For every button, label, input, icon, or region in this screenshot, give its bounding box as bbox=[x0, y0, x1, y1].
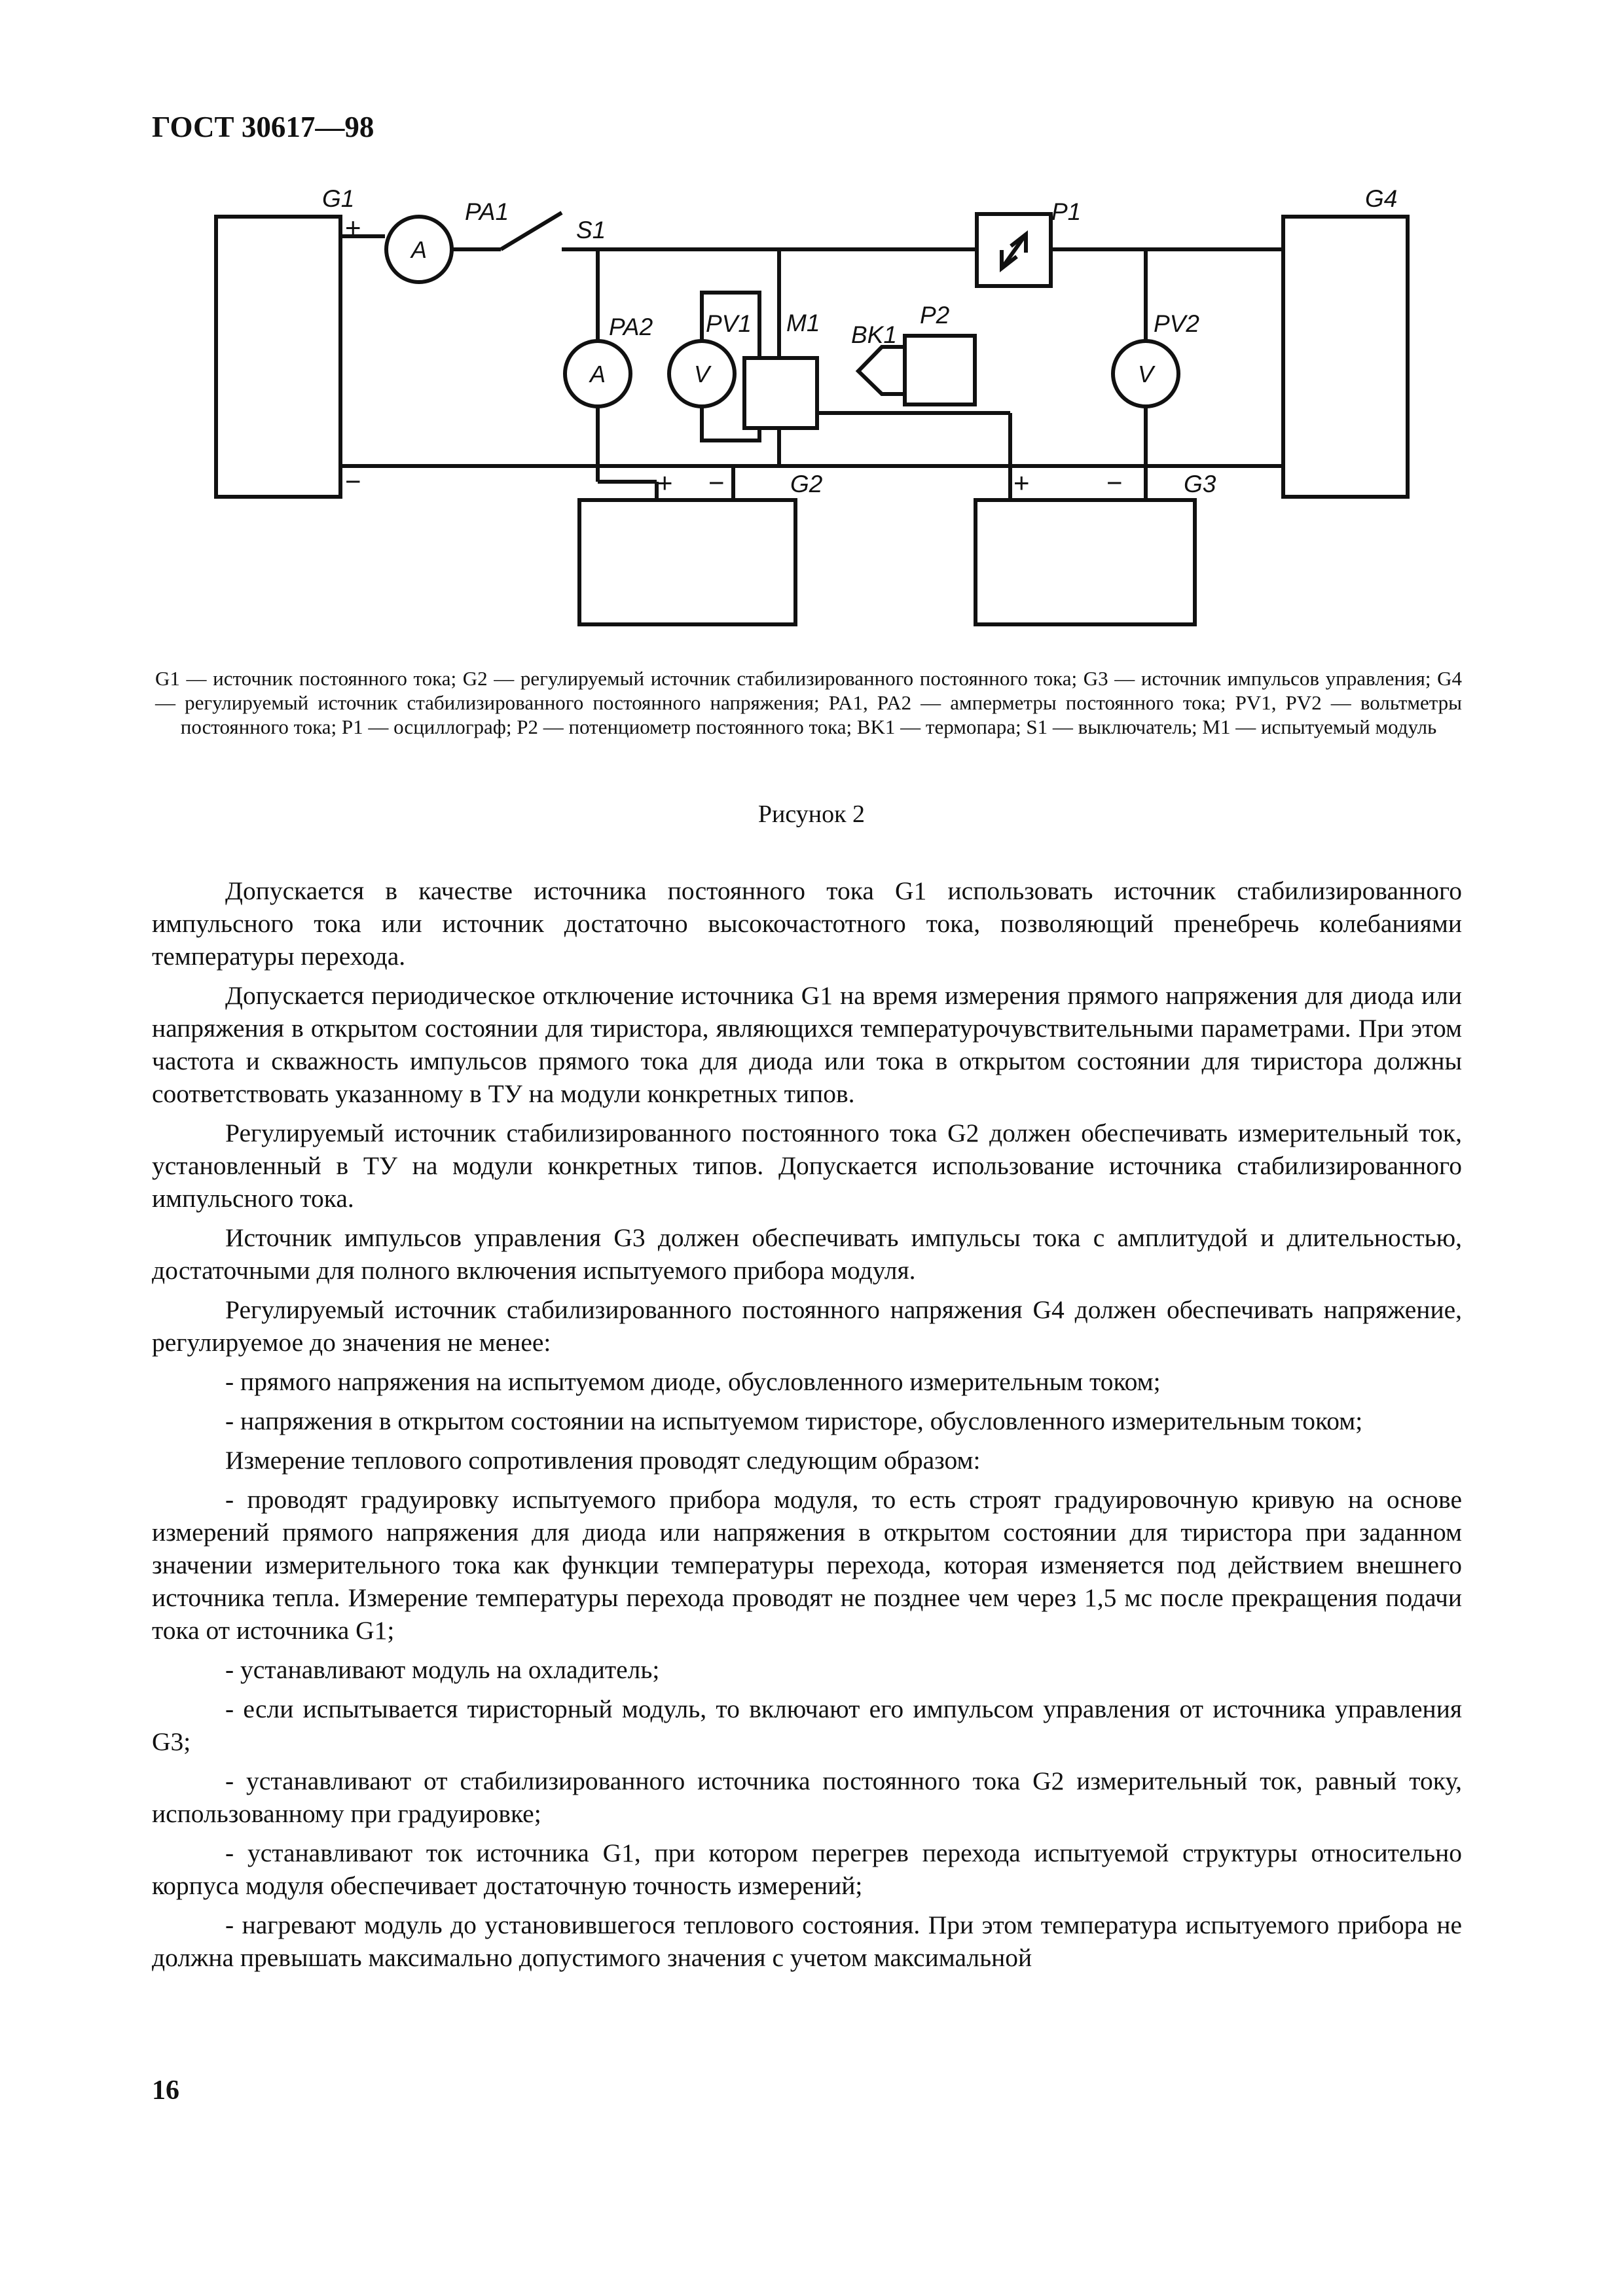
g1-plus-sign: + bbox=[345, 212, 361, 243]
list-item: - прямого напряжения на испытуемом диоде, обусловленного измерительным током; bbox=[225, 1367, 1161, 1396]
label-p2: P2 bbox=[920, 302, 950, 329]
paragraph: Измерение теплового сопротивления проводят следующим образом: bbox=[225, 1446, 981, 1475]
paragraph: Регулируемый источник стабилизированного постоянного напряжения G4 должен обеспечивать напряжение, регулируемое до значения не менее: bbox=[152, 1295, 1462, 1357]
pa2-symbol: A bbox=[589, 361, 606, 387]
list-item: - проводят градуировку испытуемого прибора модуля, то есть строят градуировочную кривую на основе измерений прямого напряжения для диода или напряжения в открытом состоянии для тиристора при заданном значении измерительного тока как функции температуры перехода, которая изменяется под действием внешнего источника тепла. Измерение температуры перехода проводят не позднее чем через 1,5 мс после прекращения подачи тока от источника G1; bbox=[152, 1485, 1462, 1645]
figure-legend: G1 — источник постоянного тока; G2 — регулируемый источник стабилизированного постоянного тока; G3 — источник импульсов управления; G4 — регулируемый источник стабилизированного постоянного напряжения; PA1, PA2 — амперметры постоянного тока; PV1, PV2 — вольтметры постоянного тока; P1 — осциллограф; P2 — потенциометр постоянного тока; BK1 — термопара; S1 — выключатель; M1 — испытуемый модуль bbox=[155, 667, 1462, 738]
label-s1: S1 bbox=[576, 217, 606, 243]
pa1-symbol: A bbox=[410, 236, 428, 263]
circuit-diagram bbox=[0, 0, 1623, 655]
label-bk1: BK1 bbox=[851, 321, 897, 348]
label-g2: G2 bbox=[790, 471, 823, 497]
paragraph: Допускается периодическое отключение источника G1 на время измерения прямого напряжения для диода или напряжения в открытом состоянии для тиристора, являющихся температурочувствительными параметрами. При этом частота и скважность импульсов прямого тока для диода или тока в открытом состоянии для тиристора должны соответствовать указанному в ТУ на модули конкретных типов. bbox=[152, 981, 1462, 1108]
list-item: - напряжения в открытом состоянии на испытуемом тиристоре, обусловленного измерительным током; bbox=[225, 1407, 1363, 1435]
m1-module bbox=[744, 358, 817, 428]
list-item: - устанавливают ток источника G1, при котором перегрев перехода испытуемой структуры относительно корпуса модуля обеспечивает достаточную точность измерений; bbox=[152, 1839, 1462, 1900]
paragraph: Регулируемый источник стабилизированного постоянного тока G2 должен обеспечивать измерительный ток, установленный в ТУ на модули конкретных типов. Допускается использование источника стабилизированного импульсного тока. bbox=[152, 1119, 1462, 1213]
g4-source-block bbox=[1283, 217, 1408, 497]
label-pa1: PA1 bbox=[465, 198, 509, 225]
paragraph: Источник импульсов управления G3 должен обеспечивать импульсы тока с амплитудой и длительностью, достаточными для полного включения испытуемого прибора модуля. bbox=[152, 1223, 1462, 1285]
label-g3: G3 bbox=[1184, 471, 1216, 497]
paragraph: Допускается в качестве источника постоянного тока G1 использовать источник стабилизированного импульсного тока или источник достаточно высокочастотного тока, позволяющий пренебречь колебаниями температуры перехода. bbox=[152, 876, 1462, 971]
page-number: 16 bbox=[152, 2075, 179, 2106]
label-m1: M1 bbox=[786, 310, 820, 336]
list-item: - устанавливают от стабилизированного источника постоянного тока G2 измерительный ток, равный току, использованному при градуировке; bbox=[152, 1767, 1462, 1828]
label-pa2: PA2 bbox=[609, 314, 653, 340]
list-item: - если испытывается тиристорный модуль, то включают его импульсом управления от источника управления G3; bbox=[152, 1695, 1462, 1756]
pv1-symbol: V bbox=[693, 361, 710, 387]
label-pv1: PV1 bbox=[706, 310, 752, 337]
figure-caption: Рисунок 2 bbox=[757, 800, 866, 828]
standard-header: ГОСТ 30617—98 bbox=[152, 111, 374, 143]
label-g1: G1 bbox=[322, 185, 355, 212]
g1-minus-sign: − bbox=[345, 466, 361, 497]
label-g4: G4 bbox=[1365, 185, 1398, 212]
g3-source-block bbox=[976, 500, 1195, 624]
g2-source-block bbox=[579, 500, 795, 624]
label-pv2: PV2 bbox=[1154, 310, 1199, 337]
p2-potentiometer bbox=[905, 336, 975, 404]
body-text bbox=[152, 874, 1462, 1981]
g2-minus-sign: − bbox=[708, 467, 725, 498]
g3-plus-sign: + bbox=[1013, 467, 1030, 498]
g2-plus-sign: + bbox=[657, 467, 673, 498]
pv2-symbol: V bbox=[1137, 361, 1154, 387]
label-p1: P1 bbox=[1051, 198, 1082, 225]
list-item: - устанавливают модуль на охладитель; bbox=[225, 1655, 660, 1684]
g1-source-block bbox=[216, 217, 340, 497]
g3-minus-sign: − bbox=[1106, 467, 1123, 498]
list-item: - нагревают модуль до установившегося теплового состояния. При этом температура испытуемого прибора не должна превышать максимально допустимого значения с учетом максимальной bbox=[152, 1910, 1462, 1972]
